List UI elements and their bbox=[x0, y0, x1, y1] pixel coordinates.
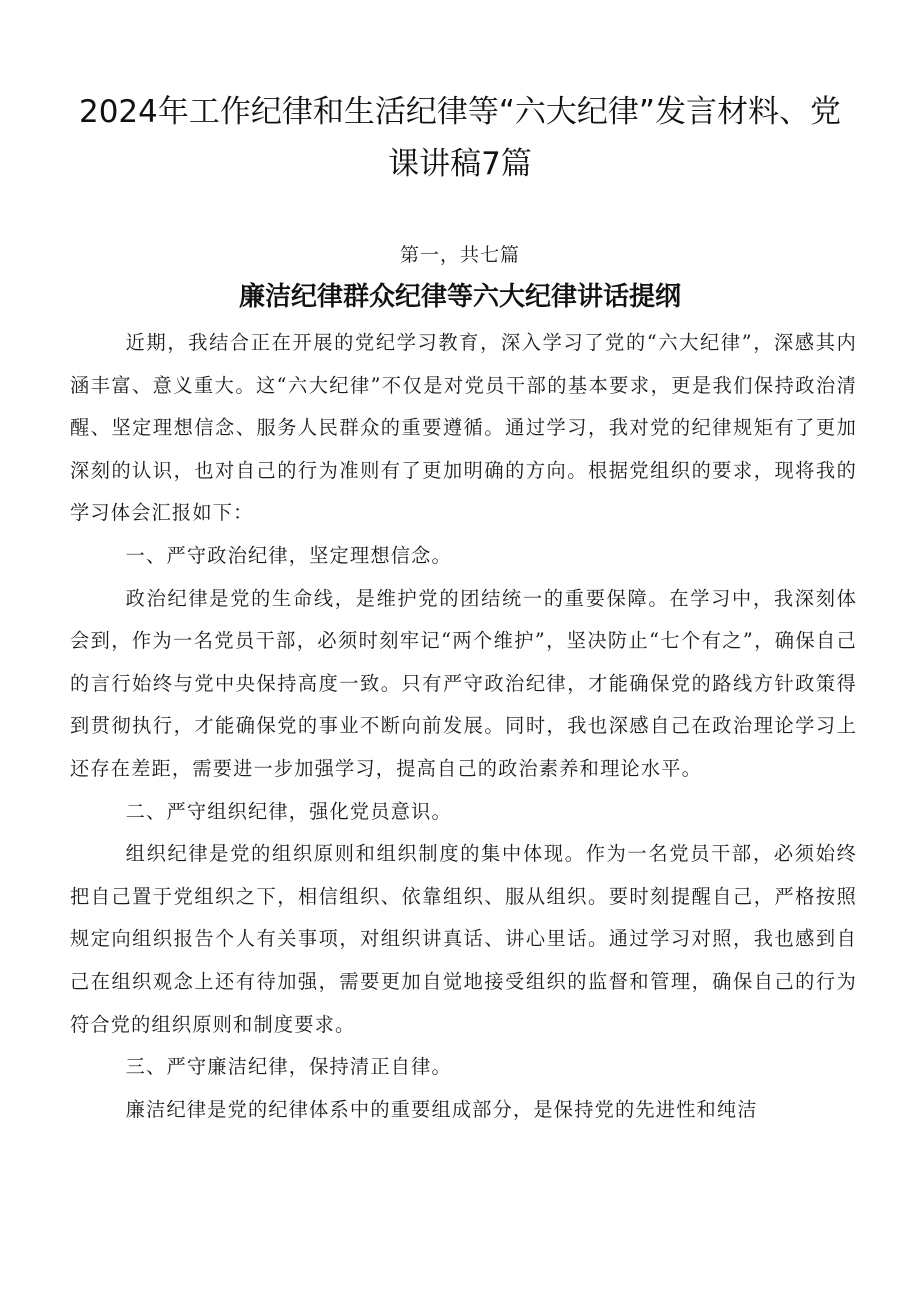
document-body bbox=[70, 322, 857, 1131]
section-label: 第一，共七篇 bbox=[399, 244, 520, 266]
subheading-organizational-discipline: 二、严守组织纪律，强化党员意识。 bbox=[125, 799, 452, 823]
section-heading: 廉洁纪律群众纪律等六大纪律讲话提纲 bbox=[238, 282, 681, 312]
subheading-political-discipline: 一、严守政治纪律，坚定理想信念。 bbox=[125, 543, 452, 567]
paragraph-political-discipline: 政治纪律是党的生命线，是维护党的团结统一的重要保障。在学习中，我深刻体会到，作为一名党员干部，必须时刻牢记“两个维护”，坚决防止“七个有之”，确保自己的言行始终与党中央保持高度一致。只有严守政治纪律，才能确保党的路线方针政策得到贯彻执行，才能确保党的事业不断向前发展。同时，我也深感自己在政治理论学习上还存在差距，需要进一步加强学习，提高自己的政治素养和理论水平。 bbox=[70, 586, 857, 780]
subheading-integrity-discipline: 三、严守廉洁纪律，保持清正自律。 bbox=[125, 1055, 452, 1079]
paragraph-integrity-discipline: 廉洁纪律是党的纪律体系中的重要组成部分，是保持党的先进性和纯洁 bbox=[125, 1097, 758, 1121]
document-title: 2024年工作纪律和生活纪律等“六大纪律”发言材料、党课讲稿7篇 bbox=[78, 94, 841, 182]
paragraph-intro: 近期，我结合正在开展的党纪学习教育，深入学习了党的“六大纪律”，深感其内涵丰富、意义重大。这“六大纪律”不仅是对党员干部的基本要求，更是我们保持政治清醒、坚定理想信念、服务人民群众的重要遵循。通过学习，我对党的纪律规矩有了更加深刻的认识，也对自己的行为准则有了更加明确的方向。根据党组织的要求，现将我的学习体会汇报如下： bbox=[70, 331, 857, 525]
paragraph-organizational-discipline: 组织纪律是党的组织原则和组织制度的集中体现。作为一名党员干部，必须始终把自己置于党组织之下，相信组织、依靠组织、服从组织。要时刻提醒自己，严格按照规定向组织报告个人有关事项，对组织讲真话、讲心里话。通过学习对照，我也感到自己在组织观念上还有待加强，需要更加自觉地接受组织的监督和管理，确保自己的行为符合党的组织原则和制度要求。 bbox=[70, 842, 857, 1036]
